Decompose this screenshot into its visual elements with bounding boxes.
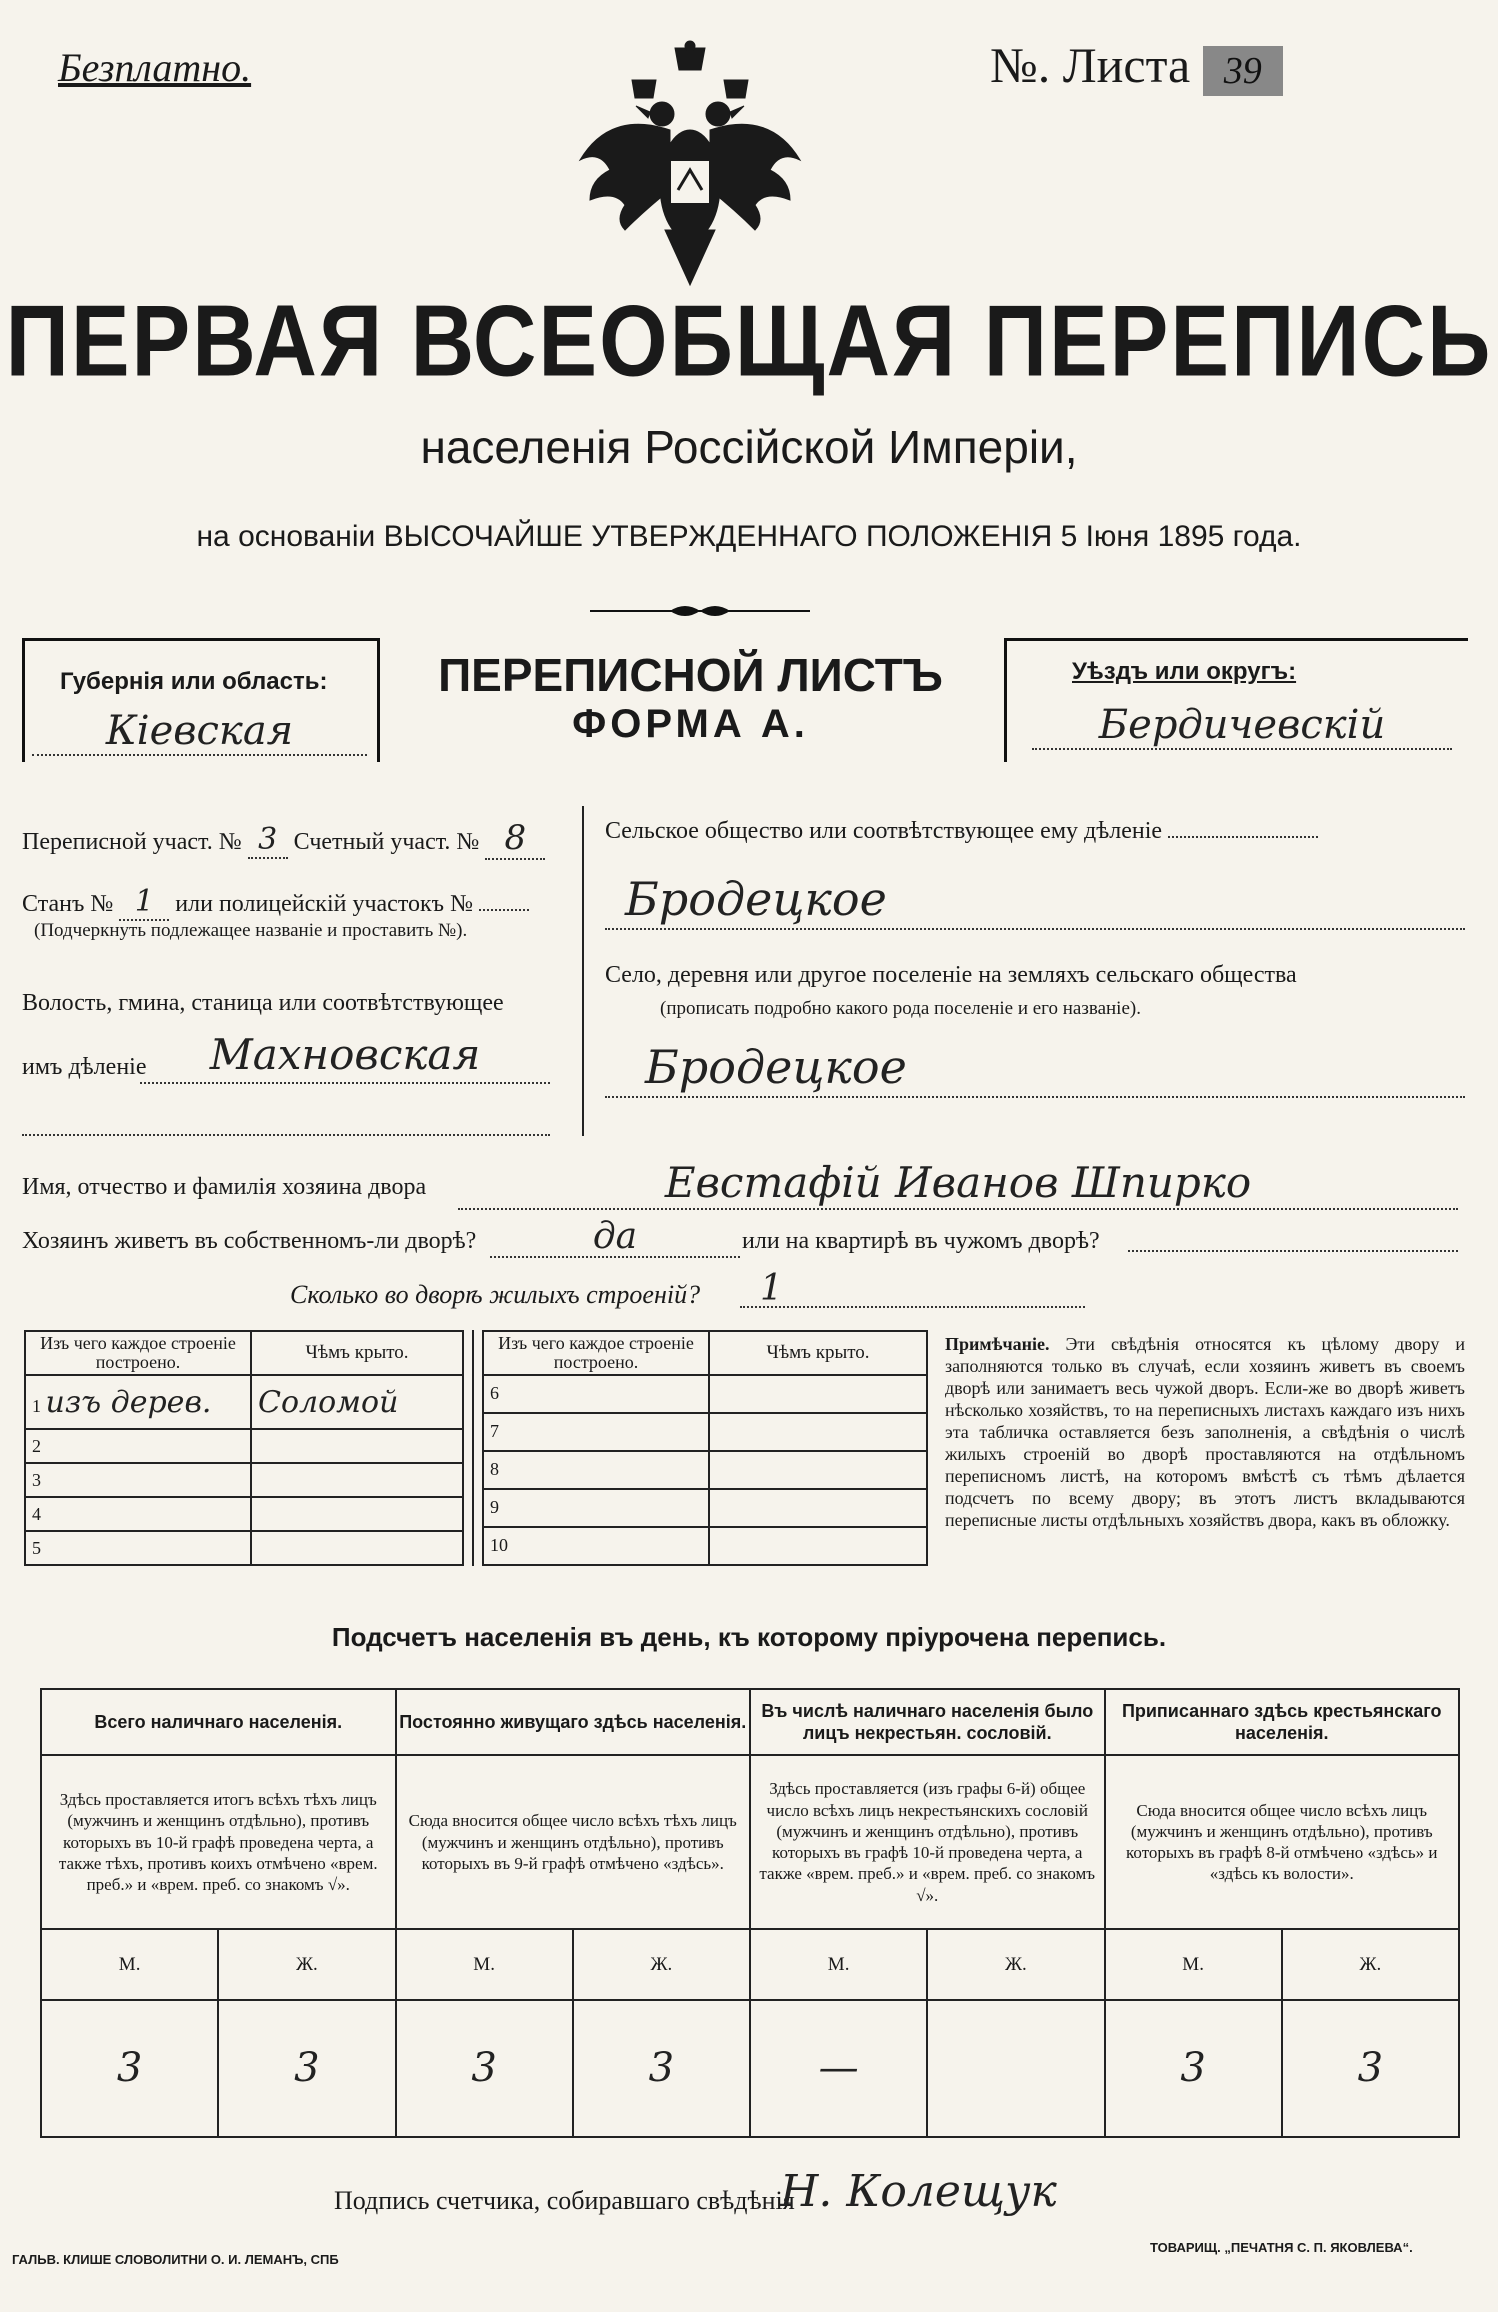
peasant-male-value: 3 (1105, 2000, 1282, 2137)
buildings-table-left (24, 1330, 464, 1566)
col-roof-header: Чѣмъ крыто. (709, 1331, 927, 1375)
total-female-value: 3 (218, 2000, 395, 2137)
police-station-label: или полицейскій участокъ № (175, 891, 473, 917)
population-col-peasant-title: Приписаннаго здѣсь крестьянскаго населенія. (1105, 1689, 1460, 1755)
buildings-note (945, 1334, 1465, 1532)
table-row (25, 1497, 463, 1531)
census-area-value: 3 (248, 822, 288, 859)
table-double-divider (472, 1330, 474, 1566)
roof-value (251, 1497, 463, 1531)
society-dots (1168, 836, 1318, 838)
female-label: Ж. (1282, 1929, 1459, 2000)
table-row (483, 1413, 927, 1451)
legal-basis-line: на основаніи ВЫСОЧАЙШЕ УТВЕРЖДЕННАГО ПОЛОЖЕНІЯ 5 Іюня 1895 года. (196, 520, 1302, 553)
roof-value (709, 1451, 927, 1489)
document-subtitle: населенія Россійской Имперіи, (420, 421, 1078, 473)
rented-yard-label: или на квартирѣ въ чужомъ дворѣ? (742, 1228, 1100, 1254)
counting-area-value: 8 (485, 818, 545, 860)
female-label: Ж. (927, 1929, 1104, 2000)
note-heading: Примѣчаніе. (945, 1334, 1050, 1354)
signature-value: Н. Колещук (780, 2166, 1057, 2217)
society-value: Бродецкое (605, 872, 1465, 930)
col-material-header: Изъ чего каждое строеніе построено. (483, 1331, 709, 1375)
table-row (483, 1527, 927, 1565)
male-label: М. (396, 1929, 573, 2000)
police-station-value (479, 909, 529, 911)
buildings-count-value: 1 (740, 1268, 1085, 1308)
permanent-male-value: 3 (396, 2000, 573, 2137)
sheet-number-label: №. Листа (990, 37, 1191, 93)
village-label: Село, деревня или другое поселеніе на земляхъ сельскаго общества (605, 962, 1297, 988)
owner-name-label: Имя, отчество и фамилія хозяина двора (22, 1174, 427, 1200)
village-note: (прописать подробно какого рода поселеніе и его названіе). (660, 998, 1141, 1019)
table-row (25, 1375, 463, 1430)
roof-value (709, 1413, 927, 1451)
row-number: 4 (25, 1497, 251, 1531)
population-heading: Подсчетъ населенія въ день, къ которому пріурочена перепись. (331, 1622, 1167, 1652)
table-row (25, 1429, 463, 1463)
peasant-female-value: 3 (1282, 2000, 1459, 2137)
table-row (25, 1531, 463, 1565)
row-number: 7 (483, 1413, 709, 1451)
population-col-nonpeasant-desc: Здѣсь проставляется (изъ графы 6-й) общее число всѣхъ лицъ некрестьянскихъ сословій (мужчинъ и женщинъ отдѣльно), противъ которыхъ въ графѣ 10-й проведена черта, а также «врем. преб.» и «врем. преб. со знакомъ √». (750, 1755, 1105, 1929)
buildings-table-right (482, 1330, 928, 1566)
population-col-total-title: Всего наличнаго населенія. (41, 1689, 396, 1755)
form-title: ПЕРЕПИСНОЙ ЛИСТЪ (438, 649, 943, 701)
note-text: Эти свѣдѣнія относятся къ цѣлому двору и заполняются только въ случаѣ, если хозяинъ живетъ въ своемъ дворѣ или занимаетъ весь чужой дворъ. Если-же во дворѣ живетъ нѣсколько хозяйствъ, то на переписныхъ листахъ каждаго изъ нихъ эта табличка оставляется безъ заполненія, а свѣдѣнія о числѣ жилыхъ строеній во дворѣ проставляются на отдѣльномъ переписномъ листѣ, на которомъ вмѣстѣ съ тѣмъ дѣлается подсчетъ по всему двору; въ этотъ листъ вкладываются переписные листы отдѣльныхъ хозяйствъ двора, какъ въ обложку. (945, 1334, 1465, 1530)
roof-value (251, 1463, 463, 1497)
population-col-peasant-desc: Сюда вносится общее число всѣхъ лицъ (мужчинъ и женщинъ отдѣльно), противъ которыхъ въ графѣ 8-й отмѣчено «здѣсь» и «здѣсь къ волости». (1105, 1755, 1460, 1929)
table-row (25, 1463, 463, 1497)
row-number: 1 (32, 1395, 41, 1416)
material-value: изъ дерев. (45, 1384, 212, 1420)
row-number: 6 (483, 1375, 709, 1413)
population-col-nonpeasant-title: Въ числѣ наличнаго населенія было лицъ некрестьян. сословій. (750, 1689, 1105, 1755)
counting-area-label: Счетный участ. № (293, 829, 480, 855)
roof-value (709, 1489, 927, 1527)
row-number: 10 (483, 1527, 709, 1565)
population-table (40, 1688, 1460, 2138)
col-material-header: Изъ чего каждое строеніе построено. (25, 1331, 251, 1375)
column-divider (582, 806, 584, 1136)
form-header-box (22, 638, 1468, 762)
population-col-permanent-desc: Сюда вносится общее число всѣхъ тѣхъ лицъ (мужчинъ и женщинъ отдѣльно), противъ которыхъ въ 9-й графѣ отмѣчено «здѣсь». (396, 1755, 751, 1929)
stan-row (22, 884, 529, 921)
village-value: Бродецкое (605, 1040, 1465, 1098)
society-row (605, 818, 1465, 845)
row-number: 8 (483, 1451, 709, 1489)
sheet-number-value: 39 (1203, 46, 1283, 96)
male-label: М. (41, 1929, 218, 2000)
population-col-permanent-title: Постоянно живущаго здѣсь населенія. (396, 1689, 751, 1755)
imperial-eagle-emblem-icon (570, 40, 810, 290)
table-row (483, 1375, 927, 1413)
signature-label: Подпись счетчика, собиравшаго свѣдѣнія (334, 2186, 795, 2215)
buildings-count-label: Сколько во дворѣ жилыхъ строеній? (290, 1280, 701, 1309)
police-note: (Подчеркнуть подлежащее названіе и проставить №). (34, 920, 468, 941)
roof-value: Соломой (251, 1375, 463, 1430)
row-number: 5 (25, 1531, 251, 1565)
table-row (483, 1489, 927, 1527)
volost-label-2: имъ дѣленіе (22, 1054, 147, 1080)
row-number: 2 (25, 1429, 251, 1463)
document-title: ПЕРВАЯ ВСЕОБЩАЯ ПЕРЕПИСЬ (5, 283, 1493, 398)
nonpeasant-male-value: — (750, 2000, 927, 2137)
printer-right: ТОВАРИЩ. „ПЕЧАТНЯ С. П. ЯКОВЛЕВА“. (1150, 2240, 1413, 2255)
sheet-number (990, 36, 1283, 96)
own-yard-label: Хозяинъ живетъ въ собственномъ-ли дворѣ? (22, 1228, 477, 1254)
census-area-row (22, 818, 545, 860)
row-number: 3 (25, 1463, 251, 1497)
census-area-label: Переписной участ. № (22, 829, 242, 855)
district-value: Бердичевскій (1032, 702, 1452, 750)
stan-value: 1 (119, 884, 169, 921)
province-value: Кіевская (32, 708, 367, 756)
own-yard-value: да (490, 1216, 740, 1258)
col-roof-header: Чѣмъ крыто. (251, 1331, 463, 1375)
free-of-charge-label: Безплатно. (58, 45, 252, 90)
rented-yard-value (1128, 1246, 1458, 1252)
roof-value (251, 1429, 463, 1463)
buildings-table (24, 1330, 928, 1566)
total-male-value: 3 (41, 2000, 218, 2137)
stan-label: Станъ № (22, 891, 114, 917)
nonpeasant-female-value (927, 2000, 1104, 2137)
volost-value: Махновская (140, 1030, 550, 1084)
province-label: Губернія или область: (60, 668, 328, 695)
form-subtitle: ФОРМА А. (572, 702, 809, 746)
volost-label: Волость, гмина, станица или соотвѣтствующее (22, 990, 504, 1016)
male-label: М. (750, 1929, 927, 2000)
female-label: Ж. (573, 1929, 750, 2000)
roof-value (709, 1527, 927, 1565)
society-label: Сельское общество или соотвѣтствующее ему дѣленіе (605, 818, 1163, 844)
roof-value (709, 1375, 927, 1413)
table-row (483, 1451, 927, 1489)
owner-name-value: Евстафій Иванов Шпирко (458, 1158, 1458, 1210)
permanent-female-value: 3 (573, 2000, 750, 2137)
female-label: Ж. (218, 1929, 395, 2000)
roof-value (251, 1531, 463, 1565)
male-label: М. (1105, 1929, 1282, 2000)
ornament-divider-icon (590, 604, 810, 618)
volost-continuation-line (22, 1128, 550, 1136)
district-label: Уѣздъ или округъ: (1072, 658, 1297, 685)
population-col-total-desc: Здѣсь проставляется итогъ всѣхъ тѣхъ лицъ (мужчинъ и женщинъ отдѣльно), противъ которыхъ въ 10-й графѣ проведена черта, а также тѣхъ, противъ коихъ отмѣчено «врем. преб.» и «врем. преб. со знакомъ √». (41, 1755, 396, 1929)
printer-left: ГАЛЬВ. КЛИШЕ СЛОВОЛИТНИ О. И. ЛЕМАНЪ, СПБ (12, 2252, 339, 2267)
row-number: 9 (483, 1489, 709, 1527)
